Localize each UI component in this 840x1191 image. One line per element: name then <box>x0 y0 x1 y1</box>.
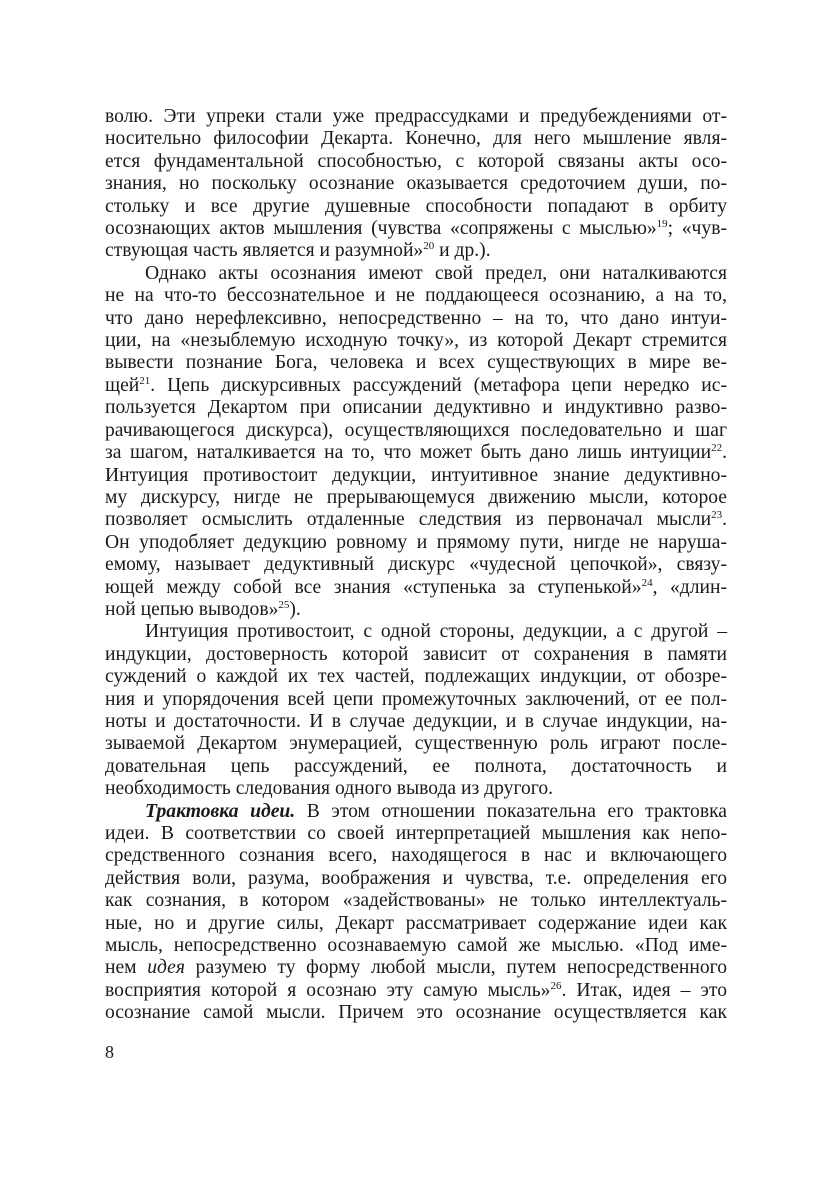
text-line: индукции, достоверность которой зависит от сохранения в памяти <box>105 643 727 665</box>
text-line <box>105 240 727 262</box>
paragraph-3 <box>105 621 727 800</box>
text-line <box>105 957 727 979</box>
text-fragment: и др.). <box>434 240 491 262</box>
text-line: знания, но поскольку осознание оказывается средоточием души, по- <box>105 173 727 195</box>
text-line: необходимость следования одного вывода из другого. <box>105 778 554 800</box>
text-line <box>105 442 727 464</box>
text-fragment: за шагом, наталкивается на то, что может быть дано лишь интуиции <box>105 442 712 464</box>
text-line: мысль, непосредственно осознаваемую самой же мыслью. «Под имe- <box>105 935 727 957</box>
paragraph-4 <box>105 801 727 1025</box>
text-line: пользуется Декартом при описании дедуктивно и индуктивно разво- <box>105 397 727 419</box>
text-fragment: . Цепь дискурсивных рассуждений (метафора цепи нередко ис- <box>150 374 727 396</box>
text-fragment: , «длин- <box>652 576 728 598</box>
text-line: ется фундаментальной способностью, с которой связаны акты осо- <box>105 150 727 172</box>
text-line: средственного сознания всего, находящегося в нас и включающего <box>105 845 727 867</box>
footnote-ref-21: 21 <box>139 374 151 387</box>
text-fragment: осознающих актов мышления (чувства «сопряжены с мыслью» <box>105 218 657 240</box>
text-line: вывести познание Бога, человека и всех существующих в мире ве- <box>105 352 727 374</box>
text-line: му дискурсу, нигде не прерывающемуся движению мысли, которое <box>105 486 727 508</box>
text-fragment: ствующая часть является и разумной» <box>105 240 424 262</box>
text-line: Интуиция противостоит дедукции, интуитивное знание дедуктивно- <box>105 464 727 486</box>
footnote-ref-25: 25 <box>278 598 290 611</box>
footnote-ref-19: 19 <box>656 218 668 231</box>
text-line <box>105 577 727 599</box>
text-line: рачивающегося дискурса), осуществляющихся последовательно и шаг <box>105 419 727 441</box>
text-line: Однако акты осознания имеют свой предел, они наталкиваются <box>145 262 727 284</box>
text-fragment: разумею ту форму любой мысли, путем непосредственного <box>185 957 728 979</box>
emphasized-term: идея <box>147 957 185 979</box>
footnote-ref-22: 22 <box>711 442 723 455</box>
text-line: действия воли, разума, воображения и чувства, т.е. определения его <box>105 867 727 889</box>
footnote-ref-23: 23 <box>711 509 723 522</box>
text-line: как сознания, в котором «задействованы» не только интеллектуаль- <box>105 890 727 912</box>
paragraph-1 <box>105 106 727 263</box>
text-fragment: ющей между собой все знания «ступенька за ступенькой» <box>105 576 642 598</box>
text-fragment: В этом отношении показательна его трактовка <box>295 800 727 822</box>
text-fragment: восприятия которой я осознаю эту самую мысль» <box>105 979 551 1001</box>
page-number: 8 <box>105 1042 114 1062</box>
text-line: волю. Эти упреки стали уже предрассудками и предубеждениями от- <box>105 106 727 127</box>
text-line: Интуиция противостоит, с одной стороны, дедукции, а с другой – <box>145 621 727 643</box>
text-line: ные, но и другие силы, Декарт рассматривает содержание идеи как <box>105 912 727 934</box>
text-line: осознание самой мысли. Причем это осознание осуществляется как <box>105 1002 727 1024</box>
text-line: ния и упорядочения всей цепи промежуточных заключений, от ее пол- <box>105 688 727 710</box>
text-line: ноты и достаточности. И в случае дедукции, и в случае индукции, на- <box>105 710 727 732</box>
text-line: довательная цепь рассуждений, ее полнота, достаточность и <box>105 755 727 777</box>
text-line: идеи. В соответствии со своей интерпретацией мышления как непо- <box>105 823 727 844</box>
text-line <box>105 980 727 1002</box>
text-line <box>105 509 727 531</box>
text-fragment: . <box>722 509 727 531</box>
footnote-ref-20: 20 <box>423 240 435 253</box>
text-line <box>105 218 727 240</box>
text-fragment: ). <box>289 598 301 620</box>
page-body <box>105 106 727 1025</box>
text-fragment: ной цепью выводов» <box>105 598 279 620</box>
text-line <box>105 599 727 621</box>
text-line: ции, на «незыблемую исходную точку», из которой Декарт стремится <box>105 330 727 352</box>
paragraph-2 <box>105 263 727 622</box>
text-line <box>105 801 727 823</box>
text-fragment: . <box>722 442 727 464</box>
text-line: носительно философии Декарта. Конечно, для него мышление явля- <box>105 128 727 150</box>
footnote-ref-24: 24 <box>641 576 653 589</box>
text-fragment: позволяет осмыслить отдаленные следствия из первоначал мысли <box>105 509 712 531</box>
text-line: стольку и все другие душевные способности попадают в орбиту <box>105 195 727 217</box>
text-line: не на что-то бессознательное и не поддающееся осознанию, а на то, <box>105 285 727 307</box>
text-line <box>105 375 727 397</box>
text-fragment: . Итак, идея – это <box>561 979 727 1001</box>
text-line: емому, называет дедуктивный дискурс «чудесной цепочкой», связу- <box>105 554 727 576</box>
text-line: зываемой Декартом энумерацией, существенную роль играют после- <box>105 733 727 755</box>
text-fragment: ; «чув- <box>667 218 727 240</box>
text-line: суждений о каждой их тех частей, подлежащих индукции, от обозре- <box>105 666 727 688</box>
text-line: Он уподобляет дедукцию ровному и прямому пути, нигде не наруша- <box>105 531 727 553</box>
footnote-ref-26: 26 <box>550 979 562 992</box>
text-fragment: щей <box>105 374 140 396</box>
section-heading: Трактовка идеи. <box>145 800 296 822</box>
text-line: что дано нерефлексивно, непосредственно – на то, что дано интуи- <box>105 307 727 329</box>
text-fragment: нем <box>105 957 148 979</box>
